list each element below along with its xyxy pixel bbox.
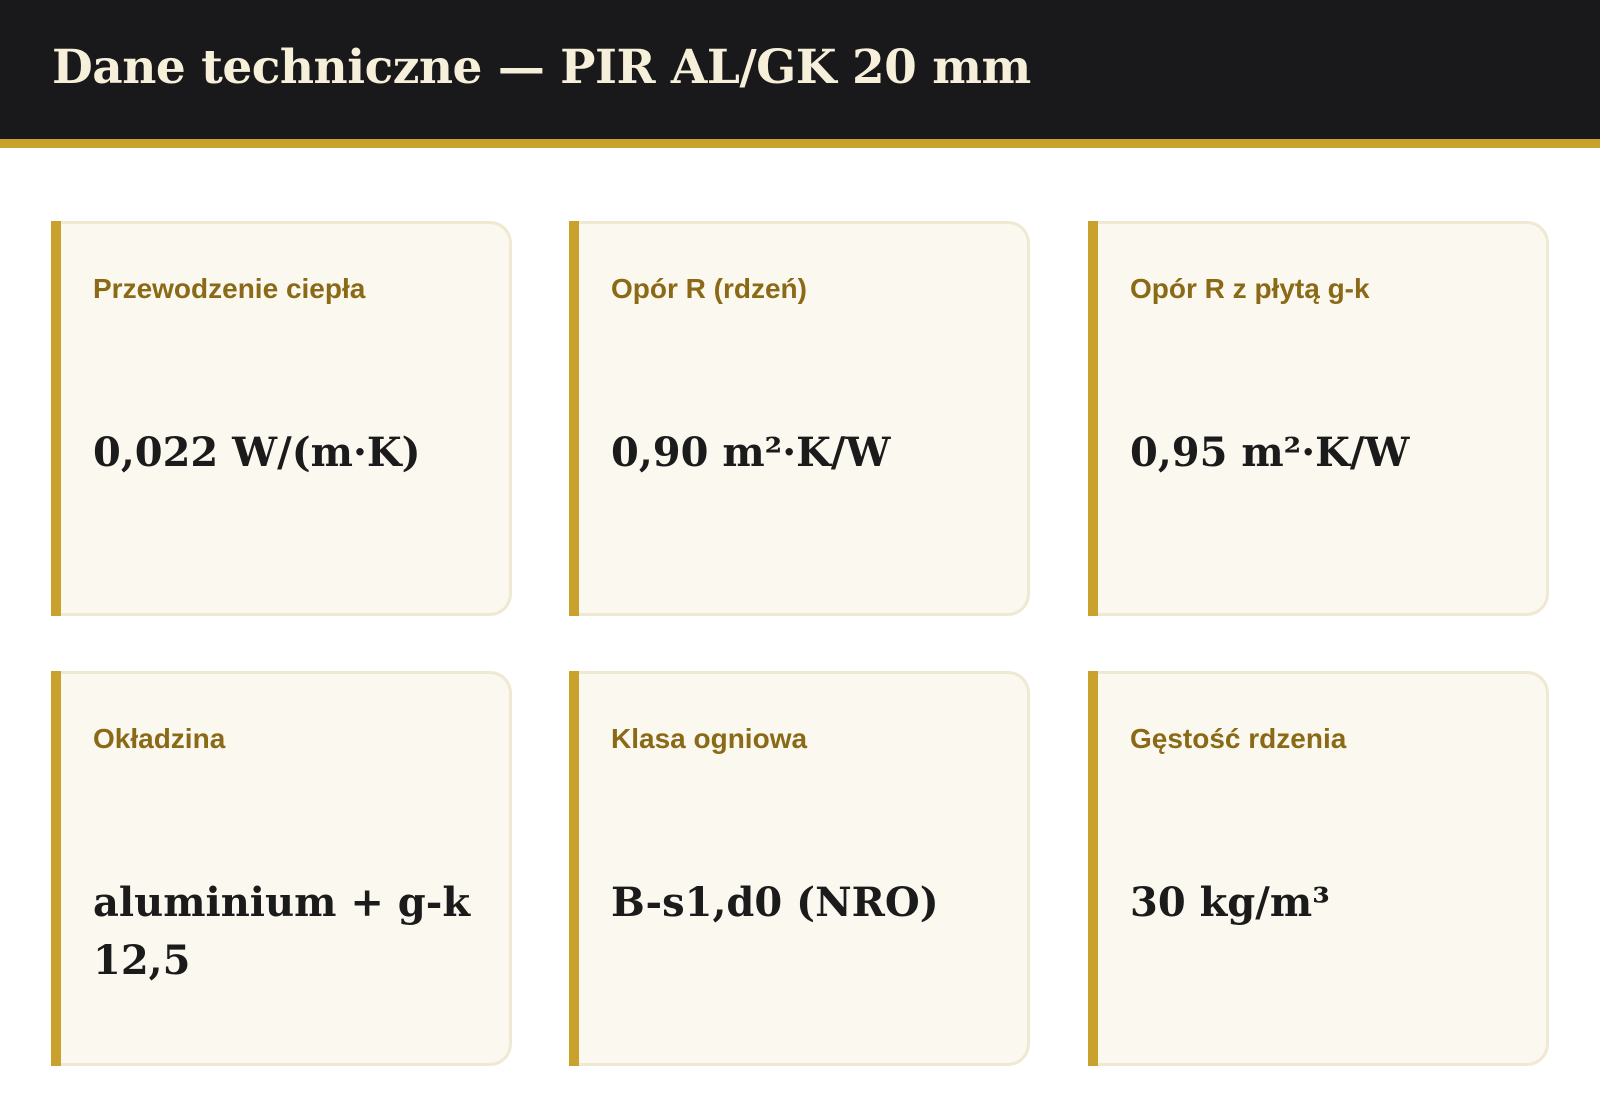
- spec-label: Opór R z płytą g-k: [1130, 273, 1370, 304]
- spec-label: Przewodzenie ciepła: [93, 273, 366, 304]
- spec-value: B-s1,d0 (NRO): [611, 879, 939, 926]
- spec-value: 0,90 m²·K/W: [611, 429, 891, 476]
- spec-value: 30 kg/m³: [1130, 879, 1330, 926]
- spec-card-thermal-conductivity: [51, 221, 512, 616]
- spec-card-fire-class: [569, 671, 1030, 1066]
- spec-card-resistance-core: [569, 221, 1030, 616]
- spec-card-core-density: [1088, 671, 1549, 1066]
- spec-label: Gęstość rdzenia: [1130, 723, 1347, 754]
- spec-label: Klasa ogniowa: [611, 723, 808, 754]
- page-header: [0, 0, 1600, 148]
- spec-card-resistance-with-board: [1088, 221, 1549, 616]
- spec-label: Okładzina: [93, 723, 226, 754]
- spec-value: 0,022 W/(m·K): [93, 429, 421, 476]
- spec-card-facing: [51, 671, 512, 1066]
- spec-value: aluminium + g-k 12,5: [93, 879, 471, 984]
- page-title: Dane techniczne — PIR AL/GK 20 mm: [52, 40, 1031, 95]
- spec-value: 0,95 m²·K/W: [1130, 429, 1410, 476]
- spec-label: Opór R (rdzeń): [611, 273, 807, 304]
